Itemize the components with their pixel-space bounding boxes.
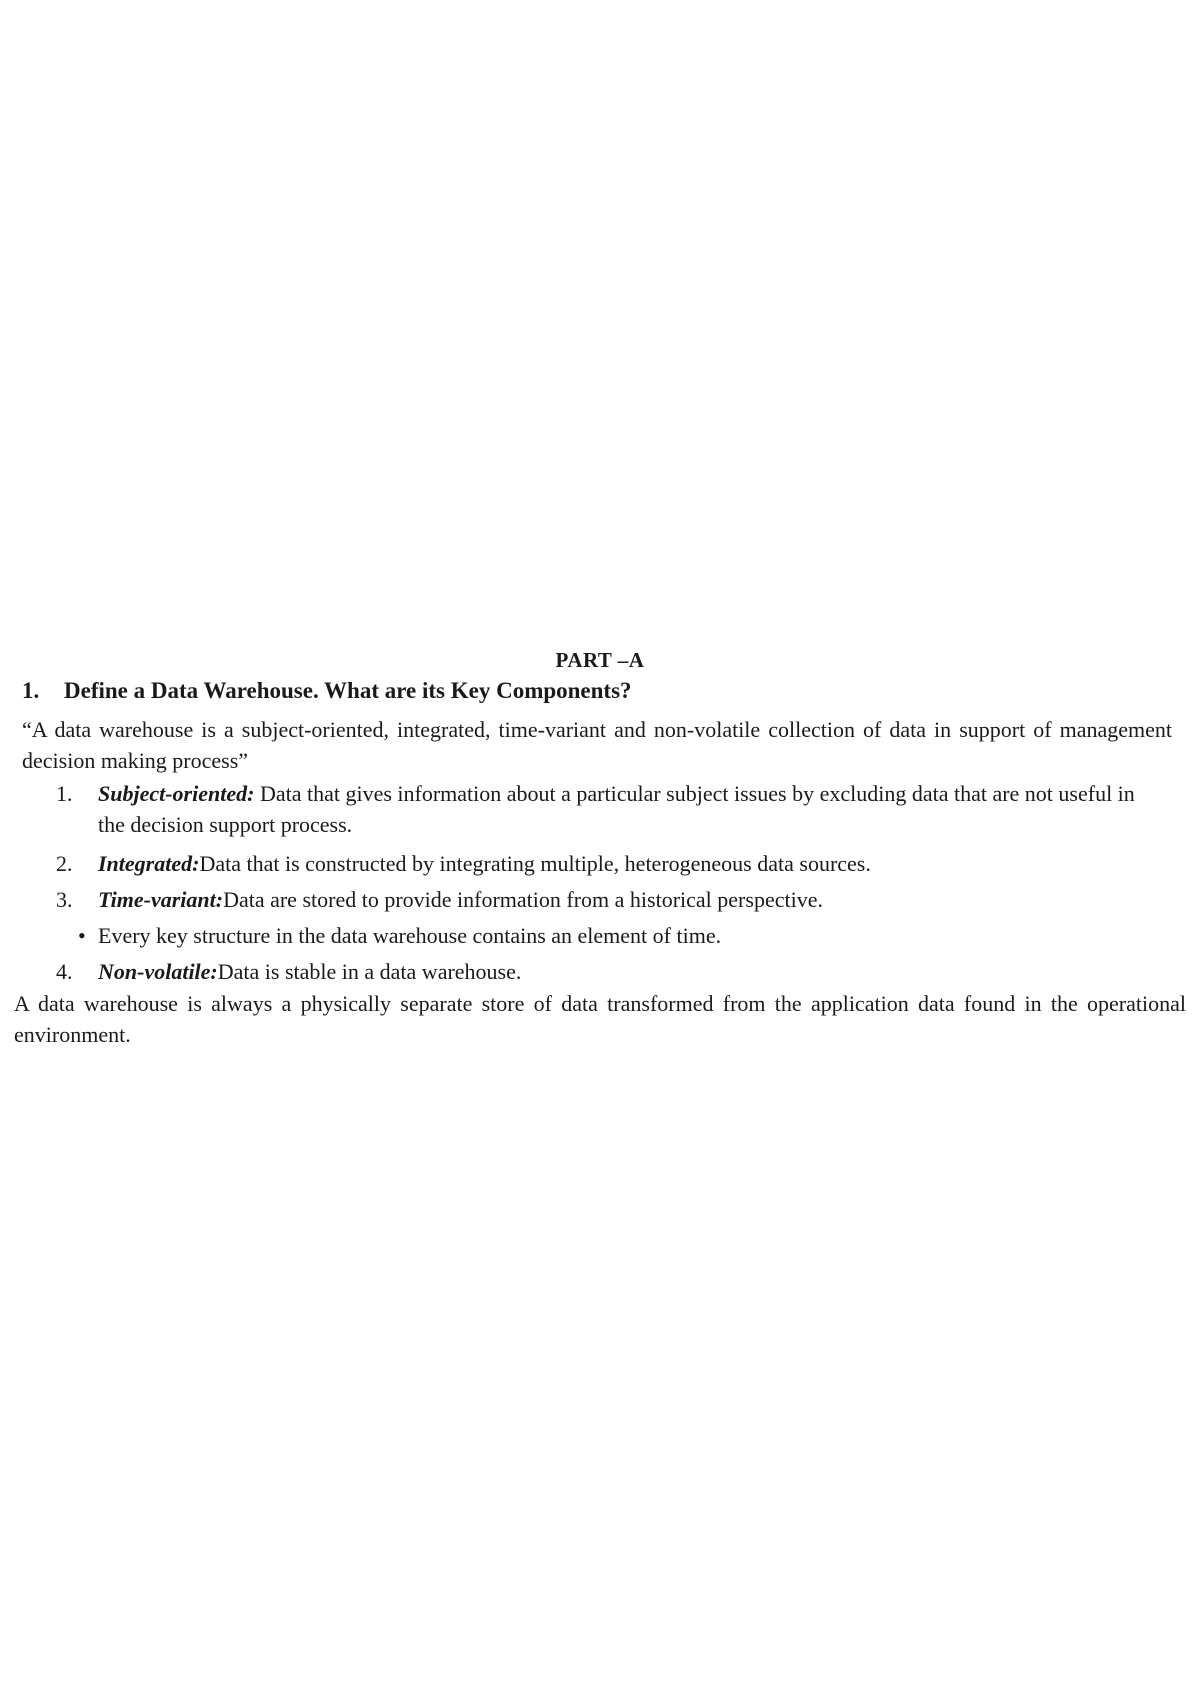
list-item-subject-oriented	[56, 778, 1166, 840]
bullet-text: Every key structure in the data warehouse contains an element of time.	[98, 923, 722, 948]
definition-quote: “A data warehouse is a subject-oriented, integrated, time-variant and non-volatile collection of data in support of management decision making process”	[22, 717, 1172, 773]
list-item-text: Data that gives information about a particular subject issues by excluding data that are not useful in the decision support process.	[98, 781, 1135, 837]
list-item-body	[98, 884, 1166, 915]
list-item-term: Integrated:	[98, 851, 200, 876]
question-text: Define a Data Warehouse. What are its Key Components?	[64, 678, 632, 703]
bullet-item	[78, 920, 721, 951]
question-heading	[22, 678, 632, 704]
list-item-number: 4.	[56, 959, 73, 984]
part-title: PART –A	[555, 648, 645, 672]
list-item-body	[98, 956, 1166, 987]
list-item-non-volatile	[56, 956, 1166, 987]
list-item-body	[98, 778, 1166, 840]
list-item-number: 2.	[56, 851, 73, 876]
list-item-number: 1.	[56, 781, 73, 806]
list-item-term: Subject-oriented:	[98, 781, 255, 806]
list-item-time-variant	[56, 884, 1166, 915]
list-item-text: Data are stored to provide information from a historical perspective.	[223, 887, 823, 912]
list-item-text: Data that is constructed by integrating multiple, heterogeneous data sources.	[199, 851, 871, 876]
closing-paragraph: A data warehouse is always a physically separate store of data transformed from the application data found in the operational environment.	[14, 991, 1186, 1047]
list-item-term: Time-variant:	[98, 887, 224, 912]
list-item-body	[98, 848, 1166, 879]
list-item-term: Non-volatile:	[98, 959, 218, 984]
bullet-dot-icon: •	[78, 923, 86, 948]
list-item-text: Data is stable in a data warehouse.	[217, 959, 522, 984]
list-item-number: 3.	[56, 887, 73, 912]
list-item-integrated	[56, 848, 1166, 879]
question-number: 1.	[22, 678, 40, 703]
